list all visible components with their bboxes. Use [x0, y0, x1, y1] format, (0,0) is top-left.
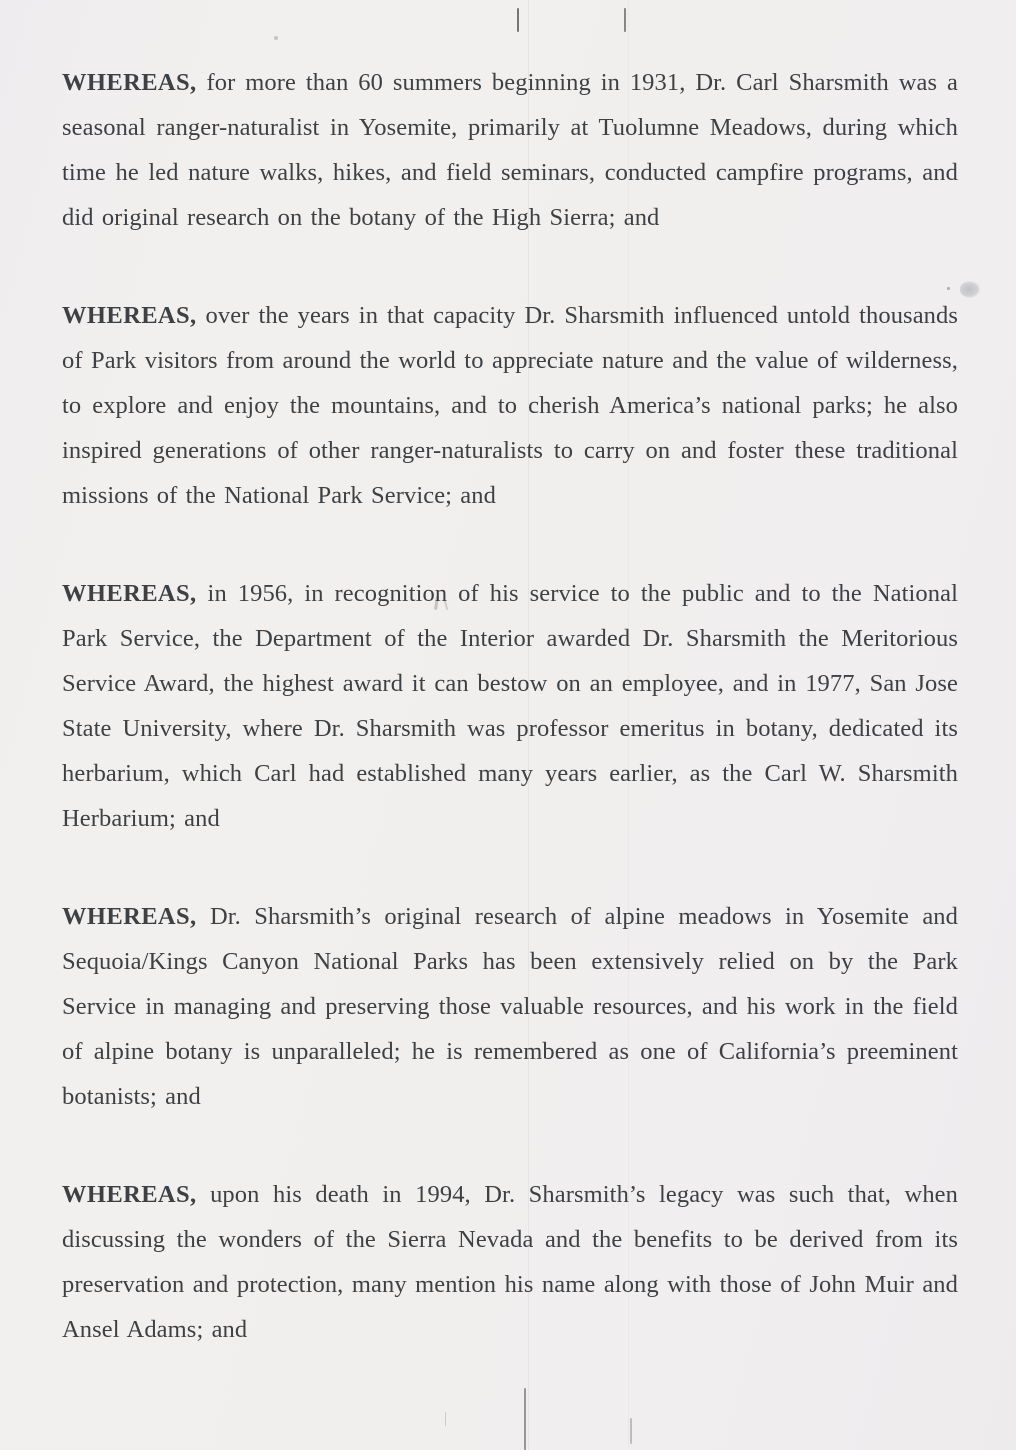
whereas-paragraph-4 — [62, 894, 958, 1119]
whereas-lead: WHEREAS, — [62, 580, 197, 607]
paragraph-text: in 1956, in recognition of his service to the public and to the National Park Service, the Department of the Interior awarded Dr. Sharsmith the Meritorious Service Award, the highest award it can bestow on an employee, and in 1977, San Jose State University, where Dr. Sharsmith was professor emeritus in botany, dedicated its herbarium, which Carl had established many years earlier, as the Carl W. Sharsmith Herbarium; and — [62, 580, 959, 832]
paragraph-text: upon his death in 1994, Dr. Sharsmith’s legacy was such that, when discussing the wonders of the Sierra Nevada and the benefits to be derived from its preservation and protection, many mention his name along with those of John Muir and Ansel Adams; and — [62, 1181, 958, 1343]
scan-tick-mark — [445, 1412, 446, 1426]
scan-tick-mark — [517, 8, 519, 32]
whereas-paragraph-3 — [62, 571, 958, 841]
scan-tick-mark — [630, 1418, 632, 1444]
whereas-paragraph-1 — [62, 60, 958, 240]
paragraph-text: over the years in that capacity Dr. Sharsmith influenced untold thousands of Park visitors from around the world to appreciate nature and the value of wilderness, to explore and enjoy the mountains, and to cherish America’s national parks; he also inspired generations of other ranger-naturalists to carry on and foster these traditional missions of the National Park Service; and — [62, 302, 958, 509]
document-body — [62, 60, 958, 1405]
whereas-lead: WHEREAS, — [62, 903, 197, 930]
paragraph-text: for more than 60 summers beginning in 1931, Dr. Carl Sharsmith was a seasonal ranger-naturalist in Yosemite, primarily at Tuolumne Meadows, during which time he led nature walks, hikes, and field seminars, conducted campfire programs, and did original research on the botany of the High Sierra; and — [62, 69, 958, 231]
whereas-paragraph-2 — [62, 293, 958, 518]
scan-tick-mark — [624, 8, 626, 32]
paragraph-text: Dr. Sharsmith’s original research of alpine meadows in Yosemite and Sequoia/Kings Canyon National Parks has been extensively relied on by the Park Service in managing and preserving those valuable resources, and his work in the field of alpine botany is unparalleled; he is remembered as one of California’s preeminent botanists; and — [62, 903, 958, 1110]
whereas-lead: WHEREAS, — [62, 302, 197, 329]
scan-speck — [274, 36, 278, 40]
whereas-lead: WHEREAS, — [62, 1181, 197, 1208]
scan-smudge — [960, 281, 980, 298]
whereas-lead: WHEREAS, — [62, 69, 197, 96]
whereas-paragraph-5 — [62, 1172, 958, 1352]
